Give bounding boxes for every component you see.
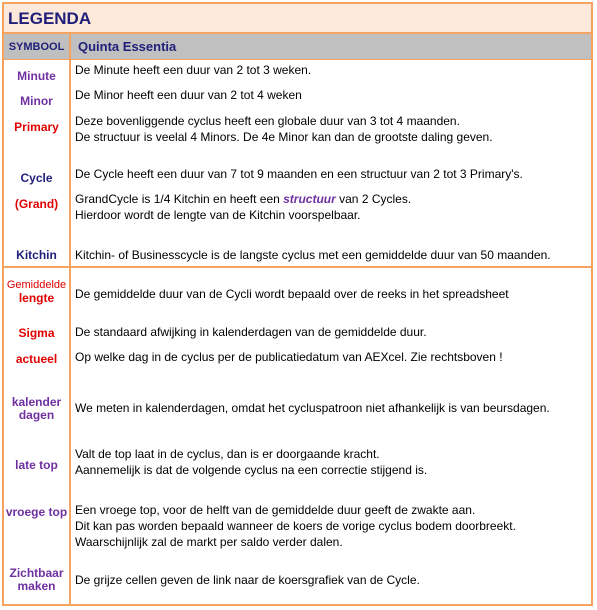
desc-kalender: We meten in kalenderdagen, omdat het cycluspatroon niet afhankelijk is van beursdagen. <box>75 401 550 415</box>
desc-late-top-line1: Valt de top laat in de cyclus, dan is er doorgaande kracht. <box>75 447 380 461</box>
desc-vroege-top-line1: Een vroege top, voor de helft van de gemiddelde duur geeft de zwakte aan. <box>75 503 476 517</box>
symbol-gemiddelde-line1: Gemiddelde <box>6 279 67 291</box>
desc-zichtbaar: De grijze cellen geven de link naar de koersgrafiek van de Cycle. <box>75 573 420 587</box>
desc-vroege-top-line2: Dit kan pas worden bepaald wanneer de koers de vorige cyclus bodem doorbreekt. <box>75 519 516 533</box>
symbol-minor: Minor <box>20 94 53 108</box>
symbol-zichtbaar-line1: Zichtbaar <box>9 566 64 580</box>
symbol-gemiddelde <box>4 279 69 306</box>
symbol-gemiddelde-line2: lengte <box>18 291 55 305</box>
legend-title: LEGENDA <box>4 4 591 34</box>
header-symbol: SYMBOOL <box>4 34 71 59</box>
desc-actueel: Op welke dag in de cyclus per de publicatiedatum van AEXcel. Zie rechtsboven ! <box>75 350 503 364</box>
desc-cycle: De Cycle heeft een duur van 7 tot 9 maanden en een structuur van 2 tot 3 Primary's. <box>75 167 523 181</box>
legend-table <box>2 2 593 606</box>
symbol-grand: (Grand) <box>14 197 59 211</box>
desc-grand-b: van 2 Cycles. <box>335 192 412 206</box>
symbol-kalender <box>4 396 69 422</box>
desc-late-top <box>75 446 427 478</box>
table-header <box>4 34 591 60</box>
section-divider <box>4 266 591 268</box>
desc-sigma: De standaard afwijking in kalenderdagen van de gemiddelde duur. <box>75 325 427 339</box>
desc-primary <box>75 113 493 145</box>
desc-primary-line1: Deze bovenliggende cyclus heeft een globale duur van 3 tot 4 maanden. <box>75 114 460 128</box>
desc-vroege-top-line3: Waarschijnlijk zal de markt per saldo verder dalen. <box>75 535 343 549</box>
desc-grand-emphasis: structuur <box>283 192 336 206</box>
symbol-kalender-line1: kalender <box>11 395 62 409</box>
symbol-late-top: late top <box>15 458 58 472</box>
symbol-zichtbaar-line2: maken <box>17 579 56 593</box>
header-description: Quinta Essentia <box>78 39 177 54</box>
desc-grand <box>75 191 411 223</box>
symbol-minute: Minute <box>17 69 56 83</box>
symbol-actueel: actueel <box>15 352 58 366</box>
symbol-zichtbaar <box>4 567 69 593</box>
symbol-cycle: Cycle <box>20 171 53 185</box>
symbol-kitchin: Kitchin <box>16 248 57 262</box>
desc-vroege-top <box>75 502 516 550</box>
symbol-vroege-top: vroege top <box>5 505 68 519</box>
desc-grand-line2: Hierdoor wordt de lengte van de Kitchin voorspelbaar. <box>75 208 361 222</box>
desc-kitchin: Kitchin- of Businesscycle is de langste cyclus met een gemiddelde duur van 50 maanden. <box>75 248 551 262</box>
desc-minute: De Minute heeft een duur van 2 tot 3 weken. <box>75 63 312 77</box>
column-divider <box>69 60 71 606</box>
desc-grand-line1 <box>75 191 411 207</box>
desc-grand-a: GrandCycle is 1/4 Kitchin en heeft een <box>75 192 284 206</box>
desc-late-top-line2: Aannemelijk is dat de volgende cyclus na een correctie stijgend is. <box>75 463 428 477</box>
desc-gemiddelde: De gemiddelde duur van de Cycli wordt bepaald over de reeks in het spreadsheet <box>75 287 509 301</box>
symbol-sigma: Sigma <box>18 326 55 340</box>
symbol-primary: Primary <box>14 120 59 134</box>
desc-minor: De Minor heeft een duur van 2 tot 4 weken <box>75 88 302 102</box>
symbol-kalender-line2: dagen <box>18 408 55 422</box>
desc-primary-line2: De structuur is veelal 4 Minors. De 4e Minor kan dan de grootste daling geven. <box>75 130 493 144</box>
